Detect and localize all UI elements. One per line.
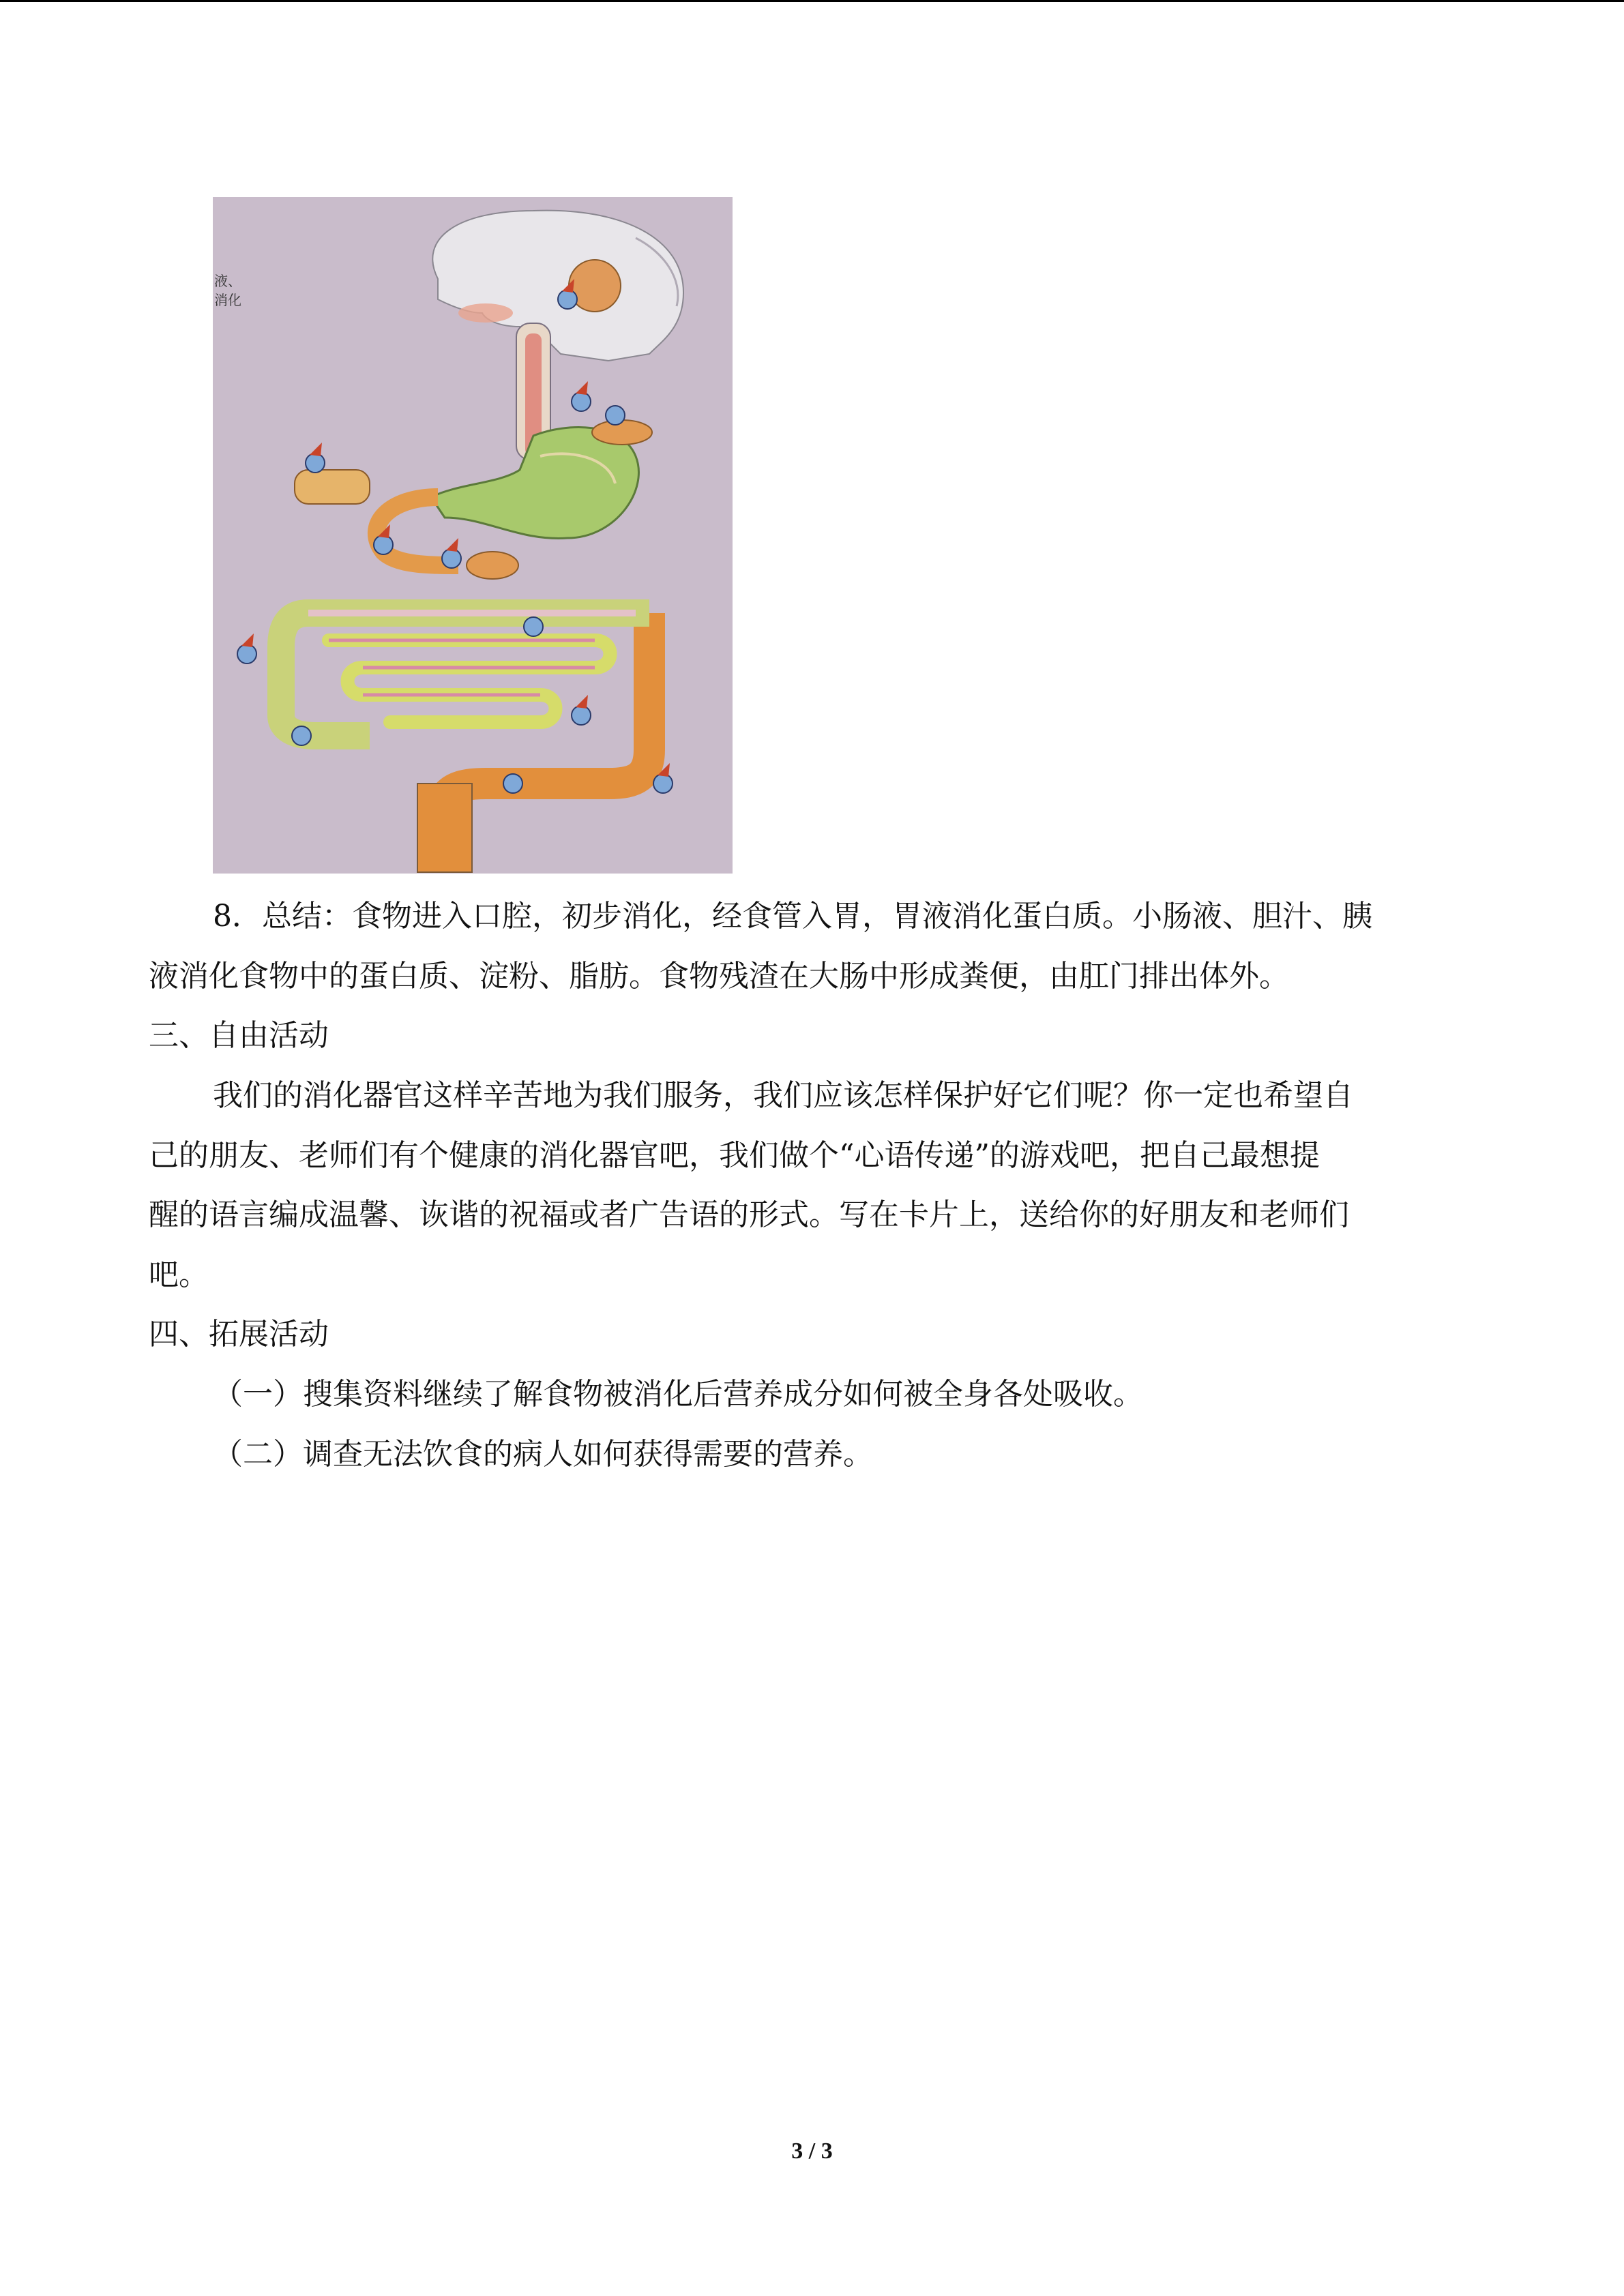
section3-line-4: 吧。 <box>149 1257 209 1292</box>
section3-line-3: 醒的语言编成温馨、诙谐的祝福或者广告语的形式。写在卡片上，送给你的好朋友和老师们 <box>149 1197 1349 1232</box>
page-number: 3 / 3 <box>791 2138 833 2164</box>
section3-line-2: 己的朋友、老师们有个健康的消化器官吧，我们做个“心语传递”的游戏吧，把自己最想提 <box>149 1138 1320 1173</box>
section4-item-2: （二）调查无法饮食的病人如何获得需要的营养。 <box>213 1437 873 1472</box>
section3-line-1: 我们的消化器官这样辛苦地为我们服务，我们应该怎样保护好它们呢？你一定也希望自 <box>213 1078 1353 1113</box>
figure-label-1: 液、 <box>214 273 241 289</box>
section4-heading: 四、拓展活动 <box>149 1317 329 1352</box>
summary-line-2: 液消化食物中的蛋白质、淀粉、脂肪。食物残渣在大肠中形成粪便，由肛门排出体外。 <box>149 959 1289 994</box>
top-border <box>0 0 1624 2</box>
section4-item-1: （一）搜集资料继续了解食物被消化后营养成分如何被全身各处吸收。 <box>213 1377 1143 1412</box>
figure-label-2: 消化 <box>214 292 241 308</box>
digestive-system-illustration <box>213 197 733 874</box>
section3-heading: 三、自由活动 <box>149 1018 329 1053</box>
summary-line-1: 8．总结：食物进入口腔，初步消化，经食管入胃，胃液消化蛋白质。小肠液、胆汁、胰 <box>213 899 1372 934</box>
